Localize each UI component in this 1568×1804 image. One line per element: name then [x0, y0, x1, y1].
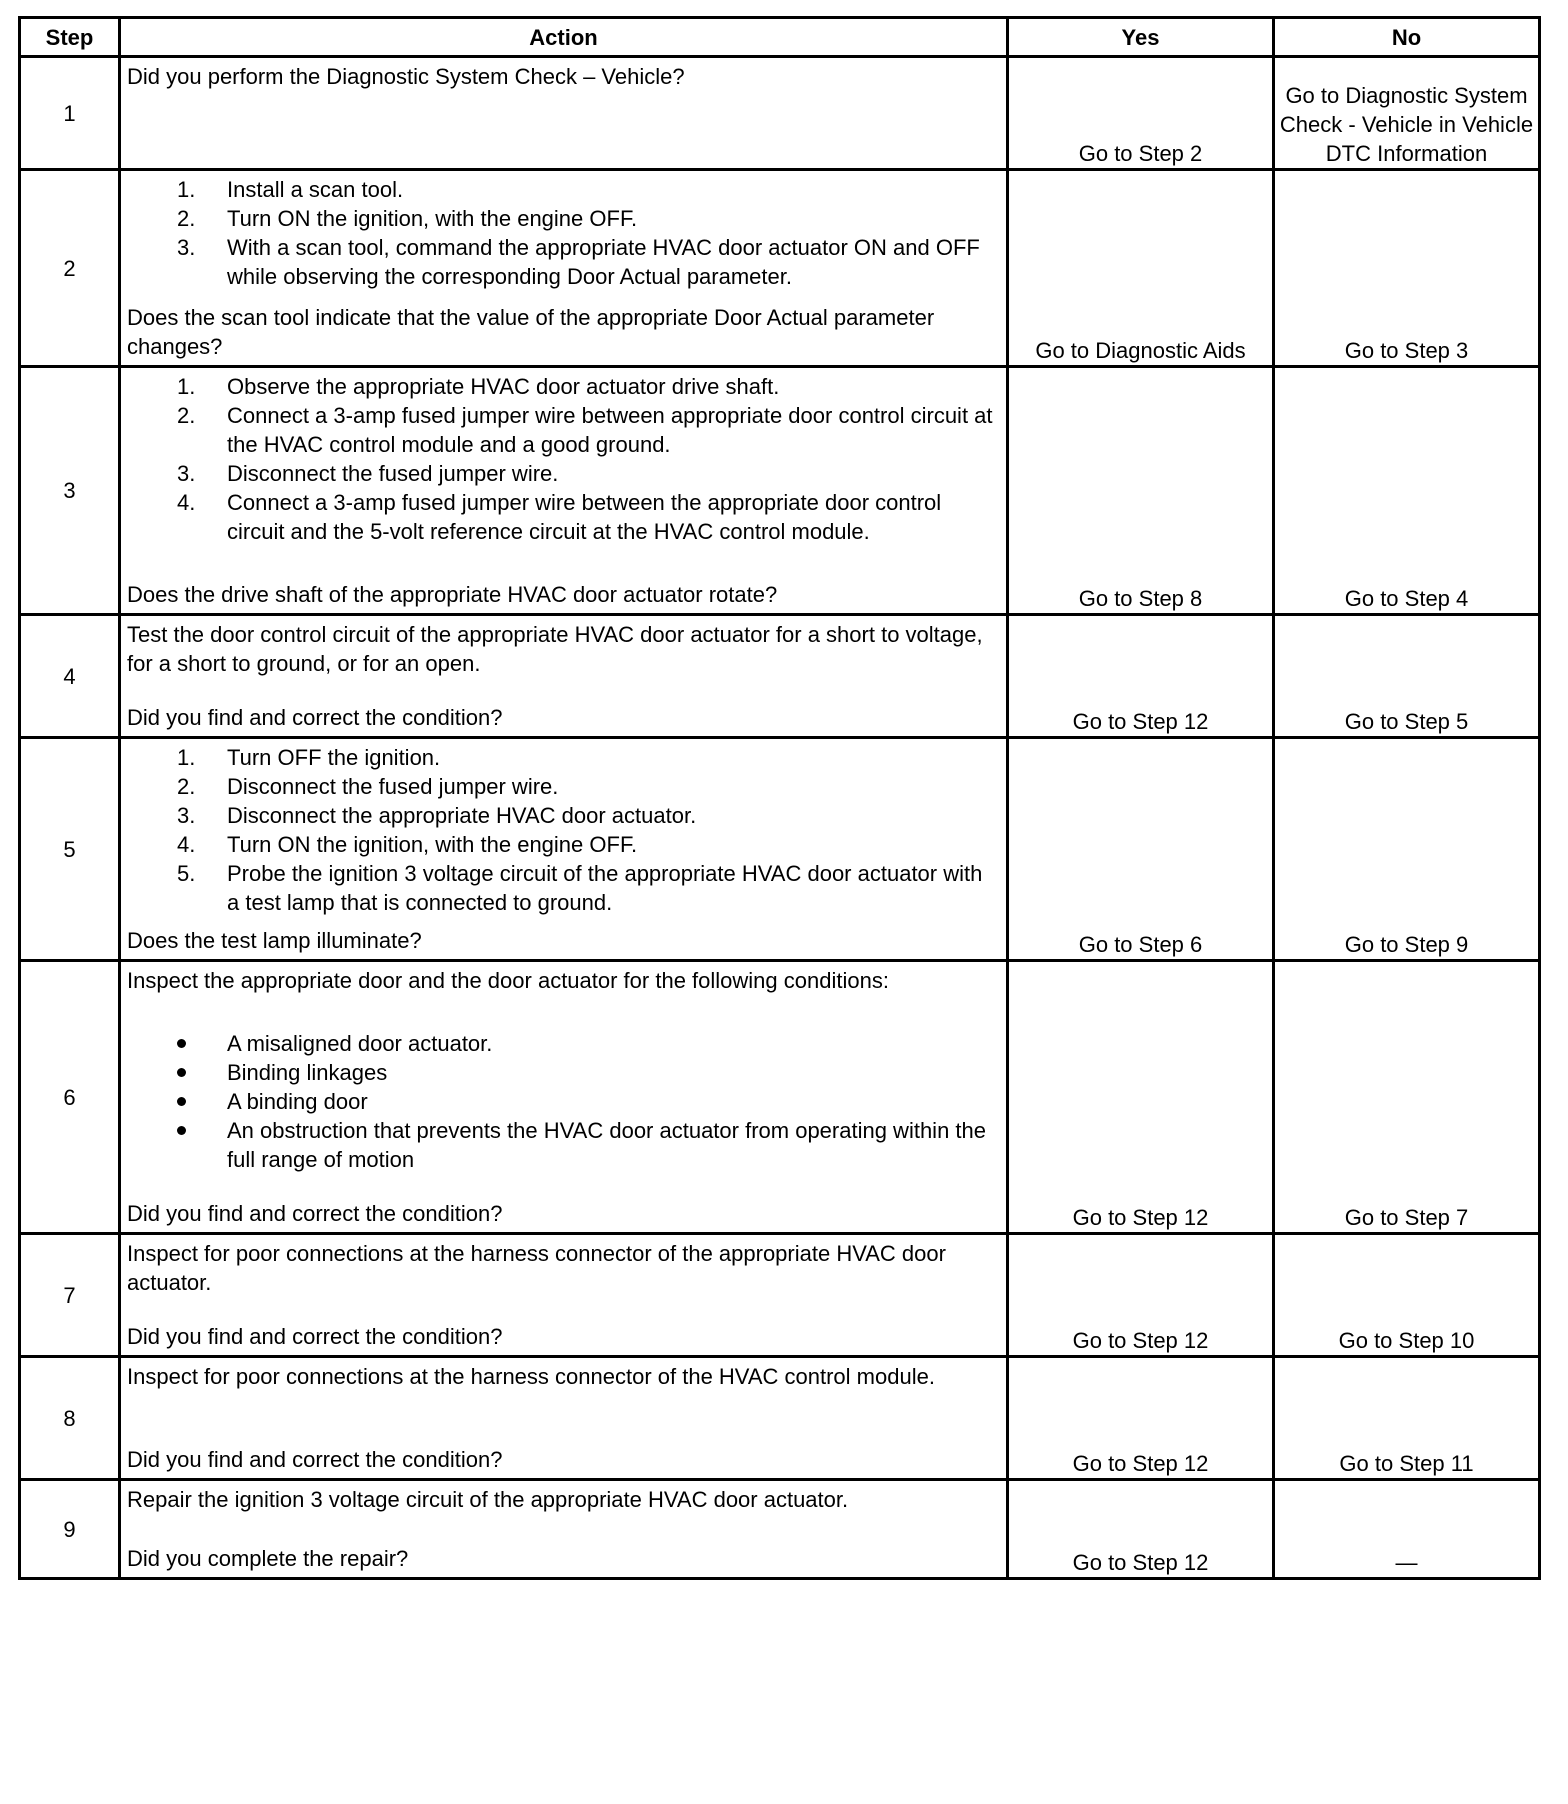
no-cell: Go to Step 10: [1274, 1234, 1540, 1357]
list-item: 3. Disconnect the fused jumper wire.: [177, 461, 559, 486]
action-cell: [120, 738, 1008, 961]
table-row: [20, 1480, 1540, 1579]
action-question: Did you complete the repair?: [127, 1546, 409, 1571]
list-item: Binding linkages: [127, 1058, 998, 1087]
step-number: 9: [20, 1480, 120, 1579]
table-row: [20, 367, 1540, 615]
action-question: Does the scan tool indicate that the value of the appropriate Door Actual parameter changes?: [127, 305, 935, 359]
list-item: 5. Probe the ignition 3 voltage circuit of the appropriate HVAC door actuator with a test lamp that is connected to ground.: [177, 861, 983, 915]
no-cell: Go to Step 7: [1274, 961, 1540, 1234]
no-cell: Go to Diagnostic System Check - Vehicle in Vehicle DTC Information: [1274, 57, 1540, 170]
action-cell: [120, 615, 1008, 738]
list-item: An obstruction that prevents the HVAC door actuator from operating within the full range of motion: [127, 1116, 998, 1174]
yes-cell: Go to Step 12: [1008, 1357, 1274, 1480]
step-number: 5: [20, 738, 120, 961]
no-cell: Go to Step 3: [1274, 170, 1540, 367]
action-intro: Inspect for poor connections at the harness connector of the HVAC control module.: [127, 1364, 935, 1389]
no-cell: Go to Step 5: [1274, 615, 1540, 738]
action-question: Did you find and correct the condition?: [127, 1447, 503, 1472]
no-cell: Go to Step 9: [1274, 738, 1540, 961]
action-cell: [120, 1357, 1008, 1480]
table-row: [20, 170, 1540, 367]
action-cell: [120, 57, 1008, 170]
list-item: 2. Disconnect the fused jumper wire.: [177, 774, 559, 799]
list-item: 4. Turn ON the ignition, with the engine OFF.: [177, 832, 638, 857]
no-cell: —: [1274, 1480, 1540, 1579]
step-number: 2: [20, 170, 120, 367]
bullet-icon: [177, 1068, 186, 1077]
step-number: 6: [20, 961, 120, 1234]
yes-cell: Go to Step 8: [1008, 367, 1274, 615]
action-intro: Test the door control circuit of the appropriate HVAC door actuator for a short to voltage, for a short to ground, or for an open.: [127, 622, 983, 676]
list-item: 2. Turn ON the ignition, with the engine OFF.: [177, 206, 638, 231]
action-cell: [120, 1480, 1008, 1579]
action-intro: Did you perform the Diagnostic System Check – Vehicle?: [127, 64, 685, 89]
no-cell: Go to Step 11: [1274, 1357, 1540, 1480]
action-intro: Inspect the appropriate door and the door actuator for the following conditions:: [127, 968, 889, 993]
action-question: Did you find and correct the condition?: [127, 705, 503, 730]
table-row: [20, 961, 1540, 1234]
header-yes: Yes: [1008, 18, 1274, 57]
action-cell: [120, 367, 1008, 615]
yes-cell: Go to Step 12: [1008, 961, 1274, 1234]
list-item: 1. Install a scan tool.: [177, 177, 404, 202]
list-item: 3. Disconnect the appropriate HVAC door actuator.: [177, 803, 697, 828]
action-intro: Inspect for poor connections at the harness connector of the appropriate HVAC door actuator.: [127, 1241, 946, 1295]
yes-cell: Go to Step 12: [1008, 1234, 1274, 1357]
step-number: 8: [20, 1357, 120, 1480]
step-number: 3: [20, 367, 120, 615]
numbered-list: [127, 175, 998, 291]
yes-cell: Go to Diagnostic Aids: [1008, 170, 1274, 367]
no-cell: Go to Step 4: [1274, 367, 1540, 615]
numbered-list: [127, 743, 998, 917]
header-no: No: [1274, 18, 1540, 57]
yes-cell: Go to Step 12: [1008, 615, 1274, 738]
table-row: [20, 1234, 1540, 1357]
action-question: Did you find and correct the condition?: [127, 1201, 503, 1226]
header-step: Step: [20, 18, 120, 57]
yes-cell: Go to Step 12: [1008, 1480, 1274, 1579]
table-row: [20, 1357, 1540, 1480]
list-item: 1. Turn OFF the ignition.: [177, 745, 441, 770]
step-number: 7: [20, 1234, 120, 1357]
numbered-list: [127, 372, 998, 546]
list-item: 3. With a scan tool, command the appropriate HVAC door actuator ON and OFF while observing the corresponding Door Actual parameter.: [177, 235, 980, 289]
bullet-icon: [177, 1097, 186, 1106]
diagnostic-table: [18, 16, 1541, 1580]
list-item: A binding door: [127, 1087, 998, 1116]
list-item: A misaligned door actuator.: [127, 1029, 998, 1058]
action-question: Does the test lamp illuminate?: [127, 928, 422, 953]
header-row: [20, 18, 1540, 57]
yes-cell: Go to Step 2: [1008, 57, 1274, 170]
action-question: Does the drive shaft of the appropriate HVAC door actuator rotate?: [127, 582, 778, 607]
table-row: [20, 615, 1540, 738]
bullet-icon: [177, 1039, 186, 1048]
action-cell: [120, 1234, 1008, 1357]
table-row: [20, 57, 1540, 170]
list-item: 2. Connect a 3-amp fused jumper wire between appropriate door control circuit at the HVAC control module and a good ground.: [177, 403, 993, 457]
step-number: 1: [20, 57, 120, 170]
step-number: 4: [20, 615, 120, 738]
list-item: 1. Observe the appropriate HVAC door actuator drive shaft.: [177, 374, 780, 399]
list-item: 4. Connect a 3-amp fused jumper wire between the appropriate door control circuit and the 5-volt reference circuit at the HVAC control module.: [177, 490, 942, 544]
action-question: Did you find and correct the condition?: [127, 1324, 503, 1349]
bullet-list: [127, 1029, 998, 1174]
table-row: [20, 738, 1540, 961]
header-action: Action: [120, 18, 1008, 57]
action-cell: [120, 170, 1008, 367]
action-intro: Repair the ignition 3 voltage circuit of the appropriate HVAC door actuator.: [127, 1487, 849, 1512]
action-cell: [120, 961, 1008, 1234]
yes-cell: Go to Step 6: [1008, 738, 1274, 961]
bullet-icon: [177, 1126, 186, 1135]
